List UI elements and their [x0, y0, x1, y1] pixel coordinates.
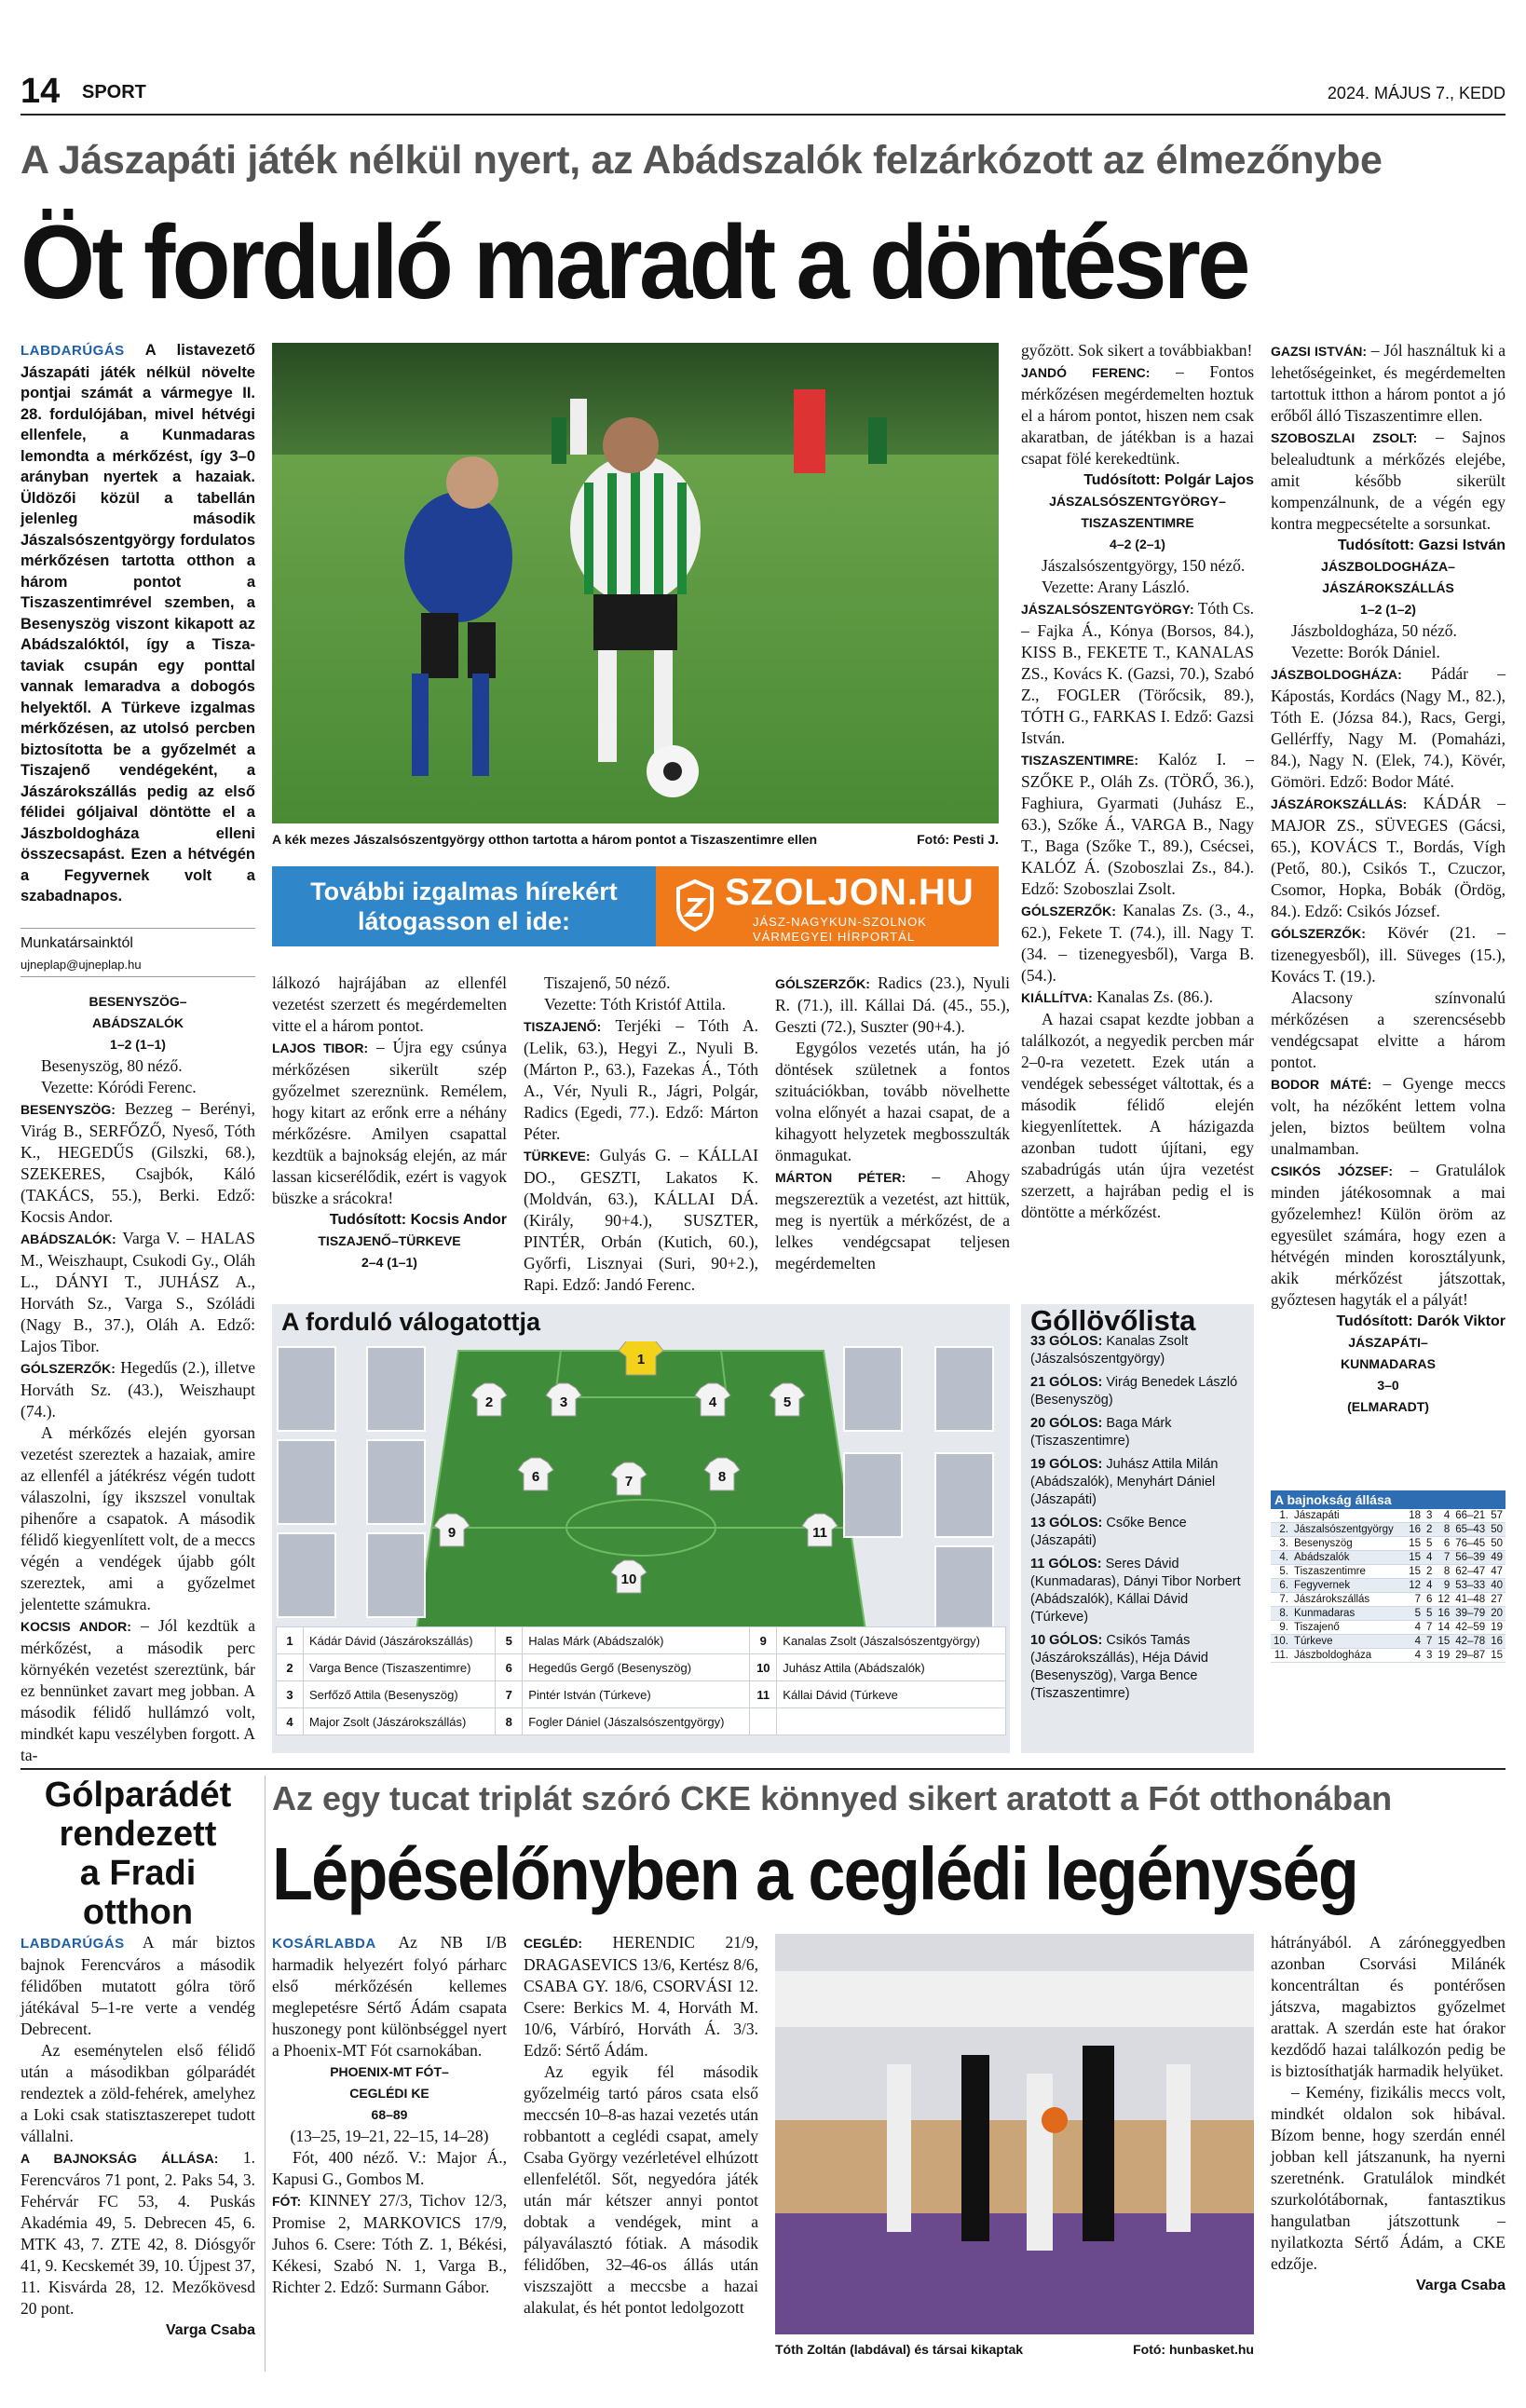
standings-row — [1271, 1579, 1506, 1593]
cke-column-1: KOSÁRLABDA Az NB I/B harmadik helyezért folyó párharc első mérkőzésén kellemes meglepetésre Sértő Ádám csapata huszonegy pont különbséggel nyert a Phoenix-MT Fót csarnokában. PHOENIX-MT FÓT– CEGLÉDI KE 68–89 (13–25, 19–21, 22–15, 14–28) Fót, 400 néző. V.: Major Á., Kapusi G., Gombos M. FÓT: KINNEY 27/3, Tichov 12/3, Promise 2, MARKOVICS 17/9, Juhos 6. Csere: Tóth Z. 1, Békési, Kékesi, Szabó N. 1, Varga B., Richter 2. Edző: Surmann Gábor. — [272, 1933, 507, 2296]
section-label: SPORT — [82, 82, 146, 102]
main-photo — [272, 343, 999, 823]
standings-cell: 16 — [1435, 1607, 1452, 1621]
scorer-tag: 21 GÓLOS: — [1030, 1375, 1107, 1390]
scorers-title: Góllövőlista — [1030, 1304, 1196, 1337]
standings-cell: Jászalsószentgyörgy — [1291, 1523, 1406, 1537]
standings-cell: 5 — [1424, 1607, 1435, 1621]
lead-tag: LABDARÚGÁS — [20, 343, 125, 359]
standings-cell: 76–45 — [1452, 1537, 1488, 1551]
standings-cell: 16 — [1488, 1635, 1506, 1649]
reporter-kocsis: Tudósított: Kocsis Andor — [329, 1212, 507, 1228]
standings-cell: 20 — [1488, 1607, 1506, 1621]
standings-cell: 7 — [1424, 1635, 1435, 1649]
svg-text:10: 10 — [620, 1571, 637, 1587]
scorer-names: Csikós Tamás (Jászárokszállás), Héja Dávid (Besenyszög), Varga Bence (Tiszaszentimre) — [1030, 1633, 1208, 1701]
ad-sub-1: JÁSZ-NAGYKUN-SZOLNOK — [753, 915, 927, 929]
reporter-polgar: Tudósított: Polgár Lajos — [1083, 472, 1254, 488]
standings-cell: 8. — [1271, 1607, 1291, 1621]
svg-text:4: 4 — [708, 1394, 717, 1410]
ad-sub-2: VÁRMEGYEI HÍRPORTÁL — [753, 930, 916, 944]
standings-cell: 50 — [1488, 1523, 1506, 1537]
ad-banner[interactable] — [272, 866, 999, 946]
match-score-besenyszog: 1–2 (1–1) — [110, 1037, 166, 1052]
fradi-column: LABDARÚGÁS A már biztos bajnok Ferencváros a második félidőben mutatott gólra törő játékával 5–1-re verte a vendég Debrecent. Az eseménytelen első félidő után a másodikban gólparádét rendeztek a zöld-fehérek, amelyhez a Loki csak statisztaszerepet tudott vállalni. A BAJNOKSÁG ÁLLÁSA: 1. Ferencváros 71 pont, 2. Paks 54, 3. Fehérvár FC 53, 4. Puskás Akadémia 49, 5. Debrecen 45, 6. MTK 43, 7. ZTE 42, 8. Diósgyőr 41, 9. Kecskemét 39, 10. Újpest 37, 11. Kisvárda 28, 12. Mezőkövesd 20 pont. Varga Csaba — [20, 1933, 255, 2338]
photo-caption-text: A kék mezes Jászalsószentgyörgy otthon tartotta a három pontot a Tiszaszentimre ellen — [272, 832, 818, 847]
scorer-entry — [1030, 1515, 1245, 1550]
team-of-round-box — [272, 1304, 1010, 1753]
standings-cell: 7 — [1406, 1593, 1424, 1607]
svg-text:7: 7 — [624, 1474, 634, 1490]
svg-text:2: 2 — [484, 1394, 494, 1410]
standings-cell: 50 — [1488, 1537, 1506, 1551]
standings-cell: 40 — [1488, 1579, 1506, 1593]
standings-cell: 16 — [1406, 1523, 1424, 1537]
svg-text:9: 9 — [447, 1525, 456, 1541]
standings-row — [1271, 1635, 1506, 1649]
standings-cell: 3 — [1424, 1649, 1435, 1663]
standings-cell: 2 — [1424, 1523, 1435, 1537]
standings-cell: Túrkeve — [1291, 1635, 1406, 1649]
standings-cell: 53–33 — [1452, 1579, 1488, 1593]
match-title-jaszapati: JÁSZAPÁTI– KUNMADARAS — [1341, 1335, 1436, 1371]
standings-cell: 15 — [1406, 1565, 1424, 1579]
standings-cell: 15 — [1406, 1551, 1424, 1565]
standings-cell: 4 — [1406, 1635, 1424, 1649]
standings-cell: 10. — [1271, 1635, 1291, 1649]
standings-cell: 19 — [1435, 1649, 1452, 1663]
cke-title: Lépéselőnyben a ceglédi legénység — [272, 1832, 1358, 1915]
standings-cell: Jászapáti — [1291, 1509, 1406, 1523]
column-5: GAZSI ISTVÁN: – Jól használtuk ki a lehetőségeinket, és megérdemelten tartottuk itthon a három pontot a jó erőből álló Tiszaszentimre ellen. SZOBOSZLAI ZSOLT: – Sajnos belealudtunk a mérkőzés elejébe, amit később sikerült kompenzálnunk, de a végén egy kontra megpecsételte a sorsunkat. Tudósított: Gazsi István JÁSZBOLDOGHÁZA– JÁSZÁROKSZÁLLÁS 1–2 (1–2) Jászboldogháza, 50 néző. Vezette: Borók Dániel. JÁSZBOLDOGHÁZA: Pádár – Kápostás, Kordács (Nagy M., 82.), Tóth E. (Józsa 84.), Racs, Gergi, Gellérffy, Nagy M. (Pomaházi, 84.), Nagy N. (Elek, 74.), Kövér, Gömöri. Edző: Bodor Máté. JÁSZÁROKSZÁLLÁS: KÁDÁR – MAJOR ZS., SÜVEGES (Gácsi, 65.), KOVÁCS T., Bordás, Vígh (Pető, 80.), Csikós T., Czuczor, Csomor, Hopka, Bobák (Ördög, 84.). Edző: Csikós József. GÓLSZERZŐK: Kövér (21. – tizenegyesből), ill. Süveges (15.), Kovács T. (19.). Alacsony színvonalú mérkőzésen a szerencsésebb vendégcsapat elvitte a három pontot. BODOR MÁTÉ: – Gyenge meccs volt, ha nézőként lettem volna jelen, biztos beültem volna unalmamban. CSIKÓS JÓZSEF: – Gratulálok minden játékosomnak a mai győzelemhez! Külön öröm az egyesület számára, hogy ezen a hétvégén minden korosztályunk, akik mérkőzést játszottak, győztesen hagyták el a pályát! Tudósított: Darók Viktor JÁSZAPÁTI– KUNMADARAS 3–0 (ELMARADT) — [1271, 341, 1506, 1414]
svg-text:3: 3 — [559, 1394, 568, 1410]
standings-row — [1271, 1607, 1506, 1621]
fradi-title: Gólparádét rendezett a Fradi otthon — [44, 1775, 232, 1932]
standings-row — [1271, 1565, 1506, 1579]
scorer-tag: 33 GÓLOS: — [1030, 1334, 1107, 1349]
ad-left — [272, 866, 656, 946]
page-number: 14 — [20, 72, 61, 111]
standings-cell: 12 — [1406, 1579, 1424, 1593]
standings-cell: 8 — [1435, 1523, 1452, 1537]
standings-cell: 66–21 — [1452, 1509, 1488, 1523]
byline-email: ujneplap@ujneplap.hu — [20, 958, 142, 972]
standings-row — [1271, 1551, 1506, 1565]
scorer-tag: 13 GÓLOS: — [1030, 1516, 1107, 1531]
scorer-entry — [1030, 1374, 1245, 1409]
standings-cell: 3. — [1271, 1537, 1291, 1551]
column-2: lálkozó hajrájában az ellenfél vezetést szerzett és megérdemelten vitte el a három pontot. LAJOS TIBOR: – Újra egy csúnya mérkőzésen sikerült szép győzelmet szereznünk. Remélem, hogy kitart az erőnk erre a néhány mérkőzésre. Amilyen csapattal kezdtük a bajnokság elején, az már lassan kicserélődik, ezért is vagyok büszke a srácokra! Tudósított: Kocsis Andor TISZAJENŐ–TÜRKEVE 2–4 (1–1) — [272, 973, 507, 1273]
standings-cell: 47 — [1488, 1565, 1506, 1579]
standings-cell: Abádszalók — [1291, 1551, 1406, 1565]
match-title-jaszboldog: JÁSZBOLDOGHÁZA– JÁSZÁROKSZÁLLÁS — [1321, 559, 1455, 595]
standings-cell: 18 — [1406, 1509, 1424, 1523]
match-referee: Vezette: Kóródi Ferenc. — [41, 1078, 197, 1096]
standings-cell: 5 — [1406, 1607, 1424, 1621]
standings-cell: 65–43 — [1452, 1523, 1488, 1537]
scorers-box — [1021, 1304, 1254, 1753]
standings-cell: 12 — [1435, 1593, 1452, 1607]
ad-brand: SZOLJON.HU — [725, 872, 974, 913]
scorer-names: Kanalas Zsolt (Jászalsószentgyörgy) — [1030, 1334, 1189, 1367]
standings-box — [1271, 1490, 1506, 1663]
page-header — [20, 73, 1506, 110]
standings-cell: 6 — [1435, 1537, 1452, 1551]
svg-text:8: 8 — [717, 1469, 727, 1485]
scorer-tag: 19 GÓLOS: — [1030, 1457, 1107, 1472]
standings-row — [1271, 1509, 1506, 1523]
standings-cell: 15 — [1406, 1537, 1424, 1551]
byline-rule — [20, 976, 255, 977]
basketball-photo-caption: Tóth Zoltán (labdával) és társai kikaptak Fotó: hunbasket.hu — [775, 2342, 1254, 2357]
scorer-tag: 20 GÓLOS: — [1030, 1416, 1107, 1431]
standings-cell: 41–48 — [1452, 1593, 1488, 1607]
standings-cell: 6 — [1424, 1593, 1435, 1607]
standings-row — [1271, 1593, 1506, 1607]
svg-text:11: 11 — [812, 1525, 827, 1541]
scorer-entry — [1030, 1333, 1245, 1368]
match-title-tiszajeno: TISZAJENŐ–TÜRKEVE — [318, 1233, 461, 1248]
photo-credit: Fotó: Pesti J. — [917, 832, 999, 847]
standings-cell: 4 — [1406, 1649, 1424, 1663]
standings-cell: Jászboldogháza — [1291, 1649, 1406, 1663]
standings-cell: Besenyszög — [1291, 1537, 1406, 1551]
standings-cell: 19 — [1488, 1621, 1506, 1635]
scorer-entry — [1030, 1556, 1245, 1626]
standings-cell: 39–79 — [1452, 1607, 1488, 1621]
standings-row — [1271, 1649, 1506, 1663]
match-title-jaszalso: JÁSZALSÓSZENTGYÖRGY– TISZASZENTIMRE — [1049, 494, 1226, 530]
main-kicker: A Jászapáti játék nélkül nyert, az Abádszalók felzárkózott az élmezőnybe — [20, 138, 1383, 183]
standings-row — [1271, 1537, 1506, 1551]
standings-cell: 7 — [1424, 1621, 1435, 1635]
fradi-divider — [265, 1775, 266, 2372]
column-4-top: győzött. Sok sikert a továbbiakban! JANDÓ FERENC: – Fontos mérkőzésen megérdemelten hoztuk el a három pontot, hiszen nem csak akaratban, de játékban is a hazai csapat fölé kerekedtünk. Tudósított: Polgár Lajos JÁSZALSÓSZENTGYÖRGY– TISZASZENTIMRE 4–2 (2–1) Jászalsószentgyörgy, 150 néző. Vezette: Arany László. JÁSZALSÓSZENTGYÖRGY: Tóth Cs. – Fajka Á., Kónya (Borsos, 84.), KISS B., FEKETE T., KANALAS ZS., Kovács K. (Gazsi, 70.), Szabó Z., FOGLER (Törőcsik, 89.), TÓTH G., FARKAS I. Edző: Gazsi István. TISZASZENTIMRE: Kalóz I. – SZŐKE P., Oláh Zs. (TÖRŐ, 36.), Faghiura, Gyarmati (Juhász E., 63.), Szőke Á., VARGA B., Nagy T., Baga (Szőke T., 89.), Csécsei, KALÓZ Á. (Szoboszlai Zs., 84.). Edző: Szoboszlai Zsolt. GÓLSZERZŐK: Kanalas Zs. (3., 4., 62.), Fekete T. (74.), ill. Nagy T. (34. – tizenegyesből), Varga B. (54.). KIÁLLÍTVA: Kanalas Zs. (86.). A hazai csapat kezdte jobban a találkozót, a negyedik percben már 2–0-ra vezetett. Ezek után a vendégek sebességet váltottak, és a második félidő elején kiegyenlítettek. A házigazda azonban tudott újítani, egy szabadrúgás után újra vezetést szerzett, a hajrában pedig el is döntötte a mérkőzést. — [1021, 341, 1255, 1221]
main-title: Öt forduló maradt a döntésre — [20, 204, 1247, 320]
standings-title: A bajnokság állása — [1271, 1490, 1506, 1509]
scorer-names: Juhász Attila Milán (Abádszalók), Menyhárt Dániel (Jászapáti) — [1030, 1457, 1219, 1507]
svg-text:5: 5 — [783, 1394, 792, 1410]
column-3: Tiszajenő, 50 néző. Vezette: Tóth Kristóf Attila. TISZAJENŐ: Terjéki – Tóth A. (Lelik, 63.), Hegyi Z., Nyuli B. (Márton P., 63.), Fazekas Á., Tóth A., Vér, Nyuli R., Jágri, Polgár, Radics (Egedi, 77.). Edző: Márton Péter. TÜRKEVE: Gulyás G. – KÁLLAI DO., GESZTI, Lakatos K. (Moldván, 63.), KÁLLAI DÁ. (Király, 90+4.), SUSZTER, PINTÉR, Orbán (Kutich, 60.), Győrfi, Lisznyai (Suri, 90+2.), Rapi. Edző: Jandó Ferenc. — [524, 973, 759, 1294]
pitch-graphic — [272, 1341, 1010, 1649]
standings-cell: Jászárokszállás — [1291, 1593, 1406, 1607]
standings-cell: 57 — [1488, 1509, 1506, 1523]
scorers-list — [1021, 1333, 1254, 1703]
szoljon-logo-icon — [676, 879, 714, 932]
standings-cell: 2. — [1271, 1523, 1291, 1537]
standings-row — [1271, 1621, 1506, 1635]
header-rule — [20, 114, 1506, 116]
scorer-entry — [1030, 1632, 1245, 1703]
standings-cell: 5. — [1271, 1565, 1291, 1579]
standings-cell: Fegyvernek — [1291, 1579, 1406, 1593]
scorer-entry — [1030, 1456, 1245, 1509]
standings-cell: 7 — [1435, 1551, 1452, 1565]
standings-cell: 5 — [1424, 1537, 1435, 1551]
cke-column-2: CEGLÉD: HERENDIC 21/9, DRAGASEVICS 13/6, Kertész 8/6, CSABA GY. 18/6, CSORVÁSI 12. Csere: Berkics M. 4, Horváth M. 10/6, Várbíró, Horváth Á. 3/3. Edző: Sértő Ádám. Az egyik fél második győzelméig tartó páros csata első meccsén 10–8-as hazai vezetés után robbantott a ceglédi csapat, amely Csaba György vezérletével elhúzott ellenfelétől. Sőt, negyedóra játék után már kétszer annyi pontot dobtak a vendégek, mint a pályaválasztó fótiak. A második félidőben, 32–46-os állás után viszszajött a meccsbe a hazai alakulat, és hét pontot ledolgozott — [524, 1933, 759, 2317]
ad-right — [656, 866, 999, 946]
lead-rule — [20, 928, 255, 929]
svg-text:6: 6 — [531, 1469, 540, 1485]
standings-cell: 4. — [1271, 1551, 1291, 1565]
lead-column — [20, 340, 255, 907]
standings-cell: 4 — [1424, 1551, 1435, 1565]
standings-cell: 9. — [1271, 1621, 1291, 1635]
standings-row — [1271, 1523, 1506, 1537]
standings-cell: 14 — [1435, 1621, 1452, 1635]
standings-cell: 2 — [1424, 1565, 1435, 1579]
standings-cell: 15 — [1488, 1649, 1506, 1663]
standings-cell: 7. — [1271, 1593, 1291, 1607]
lead-text: A listavezető Jászapáti játék nélkül növelte pontjai számát a vármegye II. 28. fordulójában, mivel hétvégi ellenfele, a Kunmadaras lemondta a mérkőzést, így 3–0 arányban nyertek a hazaiak. Üldözői közül a tabellán jelenleg második Jászalsószentgyörgy fordulatos mérkőzésen tartotta otthon a három pontot a Tiszaszentimrével szemben, a Besenyszög viszont kikapott az Abádszalóktól, így a Tisza-taviak csupán egy ponttal vannak lemaradva a dobogós helyektől. A Türkeve izgalmas mérkőzésen, az utolsó percben biztosította be a győzelmét a Tiszajenő vendégeként, a Jászárokszállás pedig az első félidei góljaival döntötte el a Jászboldogháza elleni összecsapást. Ezen a hétvégén a Fegyvernek volt a szabadnapos. — [20, 342, 255, 905]
main-photo-caption — [272, 832, 999, 847]
basketball-photo-illustration — [775, 1934, 1254, 2334]
standings-cell: 62–47 — [1452, 1565, 1488, 1579]
standings-cell: 27 — [1488, 1593, 1506, 1607]
standings-cell: 6. — [1271, 1579, 1291, 1593]
scorer-names: Baga Márk (Tiszaszentimre) — [1030, 1416, 1172, 1449]
cke-column-3: hátrányából. A záróneggyedben azonban Csorvási Milánék koncentráltan és pontérősen játszva, magabiztos győzelmet arattak. A szerdán este hat órakor kezdődő hazai találkozón pedig be is biztosíthatják harmadik helyüket. – Kemény, fizikális meccs volt, mindkét oldalon sok hibával. Bízom benne, hogy szerdán ennél jobban kell játszanunk, ha nyerni szeretnénk. Gratulálok mindkét szurkolótábornak, fantasztikus hangulatban játszottunk – nyilatkozta Sértő Ádám, a CKE edzője. Varga Csaba — [1271, 1933, 1506, 2293]
standings-cell: 1. — [1271, 1509, 1291, 1523]
scorer-names: Seres Dávid (Kunmadaras), Dányi Tibor Norbert (Abádszalók), Kállai Dávid (Túrkeve) — [1030, 1557, 1241, 1625]
scorer-entry — [1030, 1415, 1245, 1450]
svg-text:1: 1 — [636, 1352, 646, 1367]
section-divider — [20, 1768, 1506, 1770]
standings-cell: 42–78 — [1452, 1635, 1488, 1649]
scorer-tag: 10 GÓLOS: — [1030, 1633, 1107, 1648]
scorer-names: Virág Benedek László (Besenyszög) — [1030, 1375, 1238, 1408]
column-4-bottom: GÓLSZERZŐK: Radics (23.), Nyuli R. (71.), ill. Kállai Dá. (45., 55.), Geszti (72.), Suszter (90+4.). Egygólos vezetés után, ha jó döntések születnek a fontos szituációkban, tovább növelhette volna előnyét a hazai csapat, de a kihagyott helyzetek megbosszulták önmagukat. MÁRTON PÉTER: – Ahogy megszereztük a vezetést, azt hittük, meg is nyertük a mérkőzést, de a lelkes vendégcsapat teljesen megérdemelten — [775, 973, 1010, 1272]
standings-cell: 29–87 — [1452, 1649, 1488, 1663]
standings-cell: 4 — [1424, 1579, 1435, 1593]
standings-cell: 4 — [1435, 1509, 1452, 1523]
match-score-tiszajeno: 2–4 (1–1) — [361, 1255, 417, 1270]
cke-kicker: Az egy tucat triplát szóró CKE könnyed sikert aratott a Fót otthonában — [272, 1779, 1393, 1817]
standings-cell: Kunmadaras — [1291, 1607, 1406, 1621]
team-of-round-table: 1 Kádár Dávid (Jászárokszállás) 5 Halas Márk (Abádszalók) 9 Kanalas Zsolt (Jászalsószentgyörgy) 2 Varga Bence (Tiszaszentimre) 6 Hegedűs Gergő (Besenyszög) 10 Juhász Attila (Abádszalók) 3 Serfőző Attila (Besenyszög) 7 Pintér István (Túrkeve) 11 Kállai Dávid (Túrkeve 4 Major Zsolt (Jászárokszállás) 8 Fogler Dániel (Jászalsószentgyörgy) — [276, 1626, 1006, 1735]
issue-date: 2024. MÁJUS 7., KEDD — [1327, 84, 1506, 102]
standings-cell: 11. — [1271, 1649, 1291, 1663]
standings-cell: Tiszajenő — [1291, 1621, 1406, 1635]
standings-cell: 4 — [1406, 1621, 1424, 1635]
scorer-tag: 11 GÓLOS: — [1030, 1557, 1106, 1571]
soccer-photo-illustration — [272, 343, 999, 823]
standings-cell: 42–59 — [1452, 1621, 1488, 1635]
ad-text-1: További izgalmas hírekért — [310, 877, 618, 905]
standings-table — [1271, 1509, 1506, 1663]
match-venue: Besenyszög, 80 néző. — [41, 1056, 183, 1075]
byline: Munkatársainktól — [20, 935, 133, 951]
match-title-besenyszog: BESENYSZÖG– ABÁDSZALÓK — [89, 994, 187, 1030]
standings-cell: 8 — [1435, 1565, 1452, 1579]
standings-cell: 3 — [1424, 1509, 1435, 1523]
basketball-photo — [775, 1934, 1254, 2334]
standings-cell: 15 — [1435, 1635, 1452, 1649]
standings-cell: 9 — [1435, 1579, 1452, 1593]
column-1: BESENYSZÖG– ABÁDSZALÓK 1–2 (1–1) Besenyszög, 80 néző. Vezette: Kóródi Ferenc. BESENYSZÖG: Bezzeg – Berényi, Virág B., SERFŐZŐ, Nyeső, Tóth K., HEGEDŰS (Gilszki, 68.), SZEKERES, Csajbók, Káló (TAKÁCS, 55.), Berki. Edző: Kocsis Andor. ABÁDSZALÓK: Varga V. – HALAS M., Weiszhaupt, Csukodi Gy., Oláh L., DÁNYI T., JUHÁSZ A., Horváth Sz., Varga S., Szóládi (Nagy B., 37.), Oláh A. Edző: Lajos Tibor. GÓLSZERZŐK: Hegedűs (2.), illetve Horváth Sz. (43.), Weiszhaupt (74.). A mérkőzés elején gyorsan vezetést szereztek a hazaiak, amire az ellenfél a játékrész végén tudott válaszolni, így ikszszel vonultak pihenőre a csapatok. A második félidő kiegyenlített volt, de a meccs végén a vendégek újabb gólt szereztek, ami a győzelmet jelentette számukra. KOCSIS ANDOR: – Jól kezdtük a mérkőzést, a második perc környékén vezetést szereztünk, bár ez bennünket zavart meg jobban. A második félidő hullámzó volt, mindkét kapu veszélyben forgott. A ta- — [20, 991, 255, 1766]
ad-text-2: látogasson el ide: — [357, 907, 571, 935]
standings-cell: 56–39 — [1452, 1551, 1488, 1565]
team-of-round-title: A forduló válogatottja — [281, 1308, 540, 1336]
scorer-names: Csőke Bence (Jászapáti) — [1030, 1516, 1187, 1548]
standings-cell: Tiszaszentimre — [1291, 1565, 1406, 1579]
standings-cell: 49 — [1488, 1551, 1506, 1565]
